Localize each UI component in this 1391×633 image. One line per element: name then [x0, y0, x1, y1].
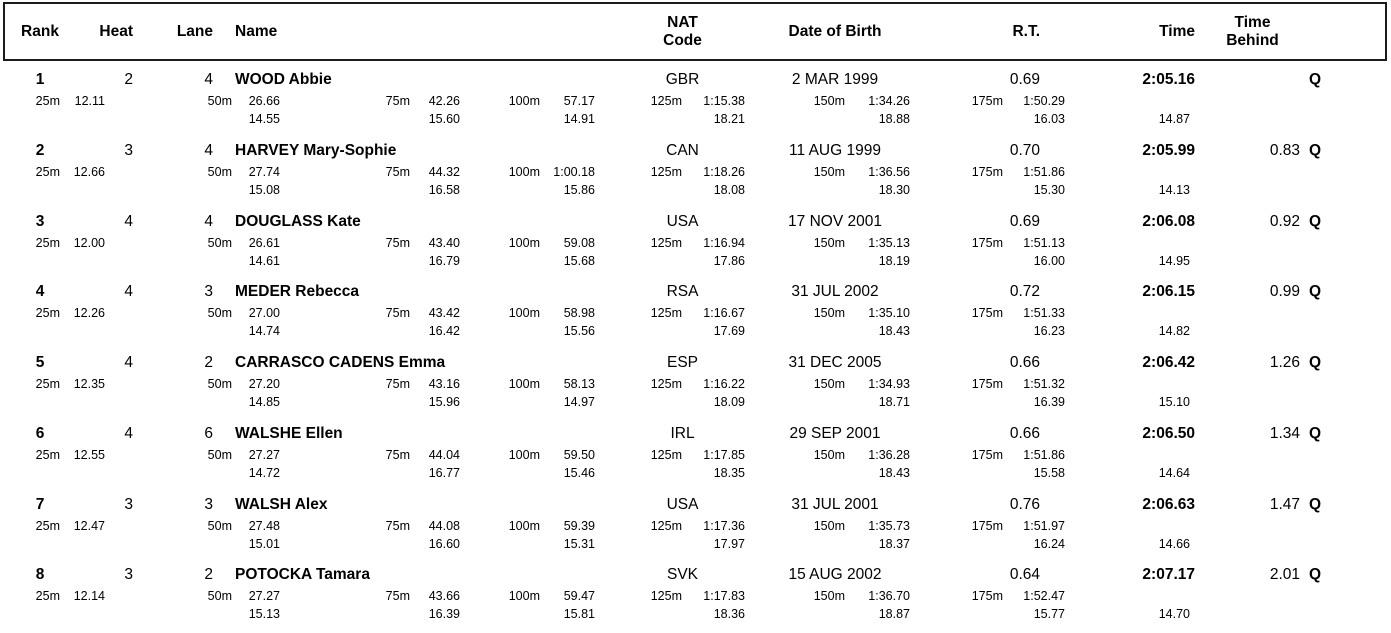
lap-time: 15.46 [563, 465, 595, 480]
split-label: 75m [385, 447, 410, 462]
split-label: 25m [35, 518, 60, 533]
result-main-line [0, 492, 1391, 517]
date-of-birth: 2 MAR 1999 [791, 71, 879, 88]
split-time: 1:36.28 [868, 447, 910, 462]
header-heat: Heat [99, 22, 133, 40]
lap-times-line [0, 393, 1391, 411]
lap-time: 15.58 [1033, 465, 1065, 480]
split-label: 125m [650, 589, 682, 604]
split-label: 25m [35, 306, 60, 321]
heat-cell: 3 [124, 495, 133, 513]
split-label: 25m [35, 447, 60, 462]
split-time: 27.00 [248, 306, 280, 321]
swimmer-name: HARVEY Mary-Sophie [235, 141, 397, 159]
lap-time: 14.97 [563, 395, 595, 409]
split-time: 12.26 [73, 306, 105, 321]
split-time: 1:15.38 [703, 94, 745, 108]
header-nat-line2: Code [663, 31, 702, 49]
split-label: 175m [971, 518, 1003, 533]
nation-code: SVK [666, 566, 698, 584]
lane-cell: 4 [204, 212, 213, 230]
nation-code: USA [666, 495, 699, 513]
result-row [0, 492, 1391, 563]
lane-cell: 4 [204, 141, 213, 159]
lap-times-line [0, 110, 1391, 128]
header-time-behind [1200, 14, 1305, 50]
split-label: 50m [207, 447, 232, 462]
lap-time: 14.87 [1158, 112, 1190, 126]
lap-time: 15.10 [1158, 395, 1190, 409]
lap-time: 14.91 [563, 112, 595, 126]
split-times-line [0, 446, 1391, 464]
split-time: 1:34.93 [868, 377, 910, 391]
result-row [0, 421, 1391, 492]
date-of-birth: 17 NOV 2001 [788, 212, 882, 230]
swimmer-name: WALSHE Ellen [235, 424, 343, 442]
time-behind: 2.01 [1269, 566, 1300, 584]
split-time: 26.66 [248, 94, 280, 108]
result-row [0, 279, 1391, 350]
lap-time: 18.37 [878, 536, 910, 551]
nation-code: ESP [666, 354, 698, 371]
split-label: 175m [971, 589, 1003, 604]
lap-time: 14.66 [1158, 536, 1190, 551]
swimmer-name: WOOD Abbie [235, 71, 332, 88]
rank-cell: 3 [35, 212, 45, 230]
split-time: 12.55 [73, 447, 105, 462]
lap-time: 18.36 [713, 607, 745, 622]
split-label: 50m [207, 306, 232, 321]
split-label: 150m [813, 377, 845, 391]
split-times-line [0, 163, 1391, 181]
split-label: 150m [813, 447, 845, 462]
qualified-badge: Q [1309, 141, 1322, 159]
split-time: 1:52.47 [1023, 589, 1065, 604]
split-label: 125m [650, 377, 682, 391]
lap-time: 14.70 [1158, 607, 1190, 622]
split-label: 175m [971, 447, 1003, 462]
split-time: 1:51.86 [1023, 447, 1065, 462]
lap-time: 17.86 [713, 253, 745, 268]
rank-cell: 2 [35, 141, 45, 159]
split-time: 12.47 [73, 518, 105, 533]
split-label: 150m [813, 306, 845, 321]
split-label: 100m [508, 306, 540, 321]
lap-time: 18.43 [878, 465, 910, 480]
result-main-line [0, 562, 1391, 587]
lap-time: 16.03 [1033, 112, 1065, 126]
split-time: 1:16.94 [703, 235, 745, 250]
time-behind: 1.47 [1269, 495, 1300, 513]
lap-time: 16.00 [1033, 253, 1065, 268]
time-behind: 1.34 [1269, 424, 1300, 442]
lap-time: 16.58 [428, 182, 460, 197]
lane-cell: 2 [204, 354, 213, 371]
split-label: 150m [813, 164, 845, 179]
header-nat-line1: NAT [667, 13, 698, 31]
split-time: 12.66 [73, 164, 105, 179]
split-time: 1:34.26 [868, 94, 910, 108]
time-behind [1200, 67, 1305, 92]
final-time: 2:06.63 [1142, 495, 1195, 513]
split-time: 12.00 [73, 235, 105, 250]
lap-time: 18.30 [878, 182, 910, 197]
heat-cell: 2 [124, 71, 133, 88]
split-time: 42.26 [428, 94, 460, 108]
reaction-time: 0.69 [1009, 71, 1040, 88]
lap-time: 14.85 [248, 395, 280, 409]
lane-cell: 6 [204, 424, 213, 442]
result-row [0, 209, 1391, 280]
lane-cell: 2 [204, 566, 213, 584]
split-label: 75m [385, 518, 410, 533]
split-label: 175m [971, 235, 1003, 250]
rank-cell: 8 [35, 566, 45, 584]
lap-time: 14.74 [248, 324, 280, 339]
split-time: 27.48 [248, 518, 280, 533]
split-time: 44.04 [428, 447, 460, 462]
split-time: 44.32 [428, 164, 460, 179]
split-label: 25m [35, 235, 60, 250]
qualified-badge: Q [1309, 495, 1322, 513]
qualified-badge: Q [1309, 354, 1322, 371]
lap-time: 18.87 [878, 607, 910, 622]
lap-times-line [0, 181, 1391, 199]
nation-code: GBR [665, 71, 700, 88]
lap-time: 14.95 [1158, 253, 1190, 268]
result-row [0, 350, 1391, 421]
split-times-line [0, 517, 1391, 535]
split-label: 25m [35, 94, 60, 108]
split-time: 27.27 [248, 447, 280, 462]
split-label: 100m [508, 518, 540, 533]
split-label: 125m [650, 447, 682, 462]
lap-time: 14.61 [248, 253, 280, 268]
time-behind: 1.26 [1269, 354, 1300, 371]
results-body [0, 62, 1391, 633]
qualified-badge: Q [1309, 566, 1322, 584]
qualified-badge: Q [1309, 212, 1322, 230]
split-label: 75m [385, 235, 410, 250]
time-behind: 0.92 [1269, 212, 1300, 230]
split-label: 50m [207, 235, 232, 250]
reaction-time: 0.66 [1009, 424, 1040, 442]
split-label: 125m [650, 306, 682, 321]
lap-time: 18.35 [713, 465, 745, 480]
lap-time: 14.55 [248, 112, 280, 126]
lap-time: 17.97 [713, 536, 745, 551]
nation-code: CAN [666, 141, 699, 159]
lap-time: 16.77 [428, 465, 460, 480]
heat-cell: 4 [124, 283, 133, 301]
result-row [0, 562, 1391, 633]
time-behind: 0.83 [1269, 141, 1300, 159]
split-time: 27.74 [248, 164, 280, 179]
result-main-line [0, 279, 1391, 304]
split-time: 1:36.56 [868, 164, 910, 179]
lane-cell: 4 [204, 71, 213, 88]
rank-cell: 6 [35, 424, 45, 442]
split-time: 59.50 [563, 447, 595, 462]
swimmer-name: CARRASCO CADENS Emma [235, 354, 446, 371]
result-row [0, 138, 1391, 209]
split-time: 1:35.73 [868, 518, 910, 533]
lap-time: 15.31 [563, 536, 595, 551]
split-label: 125m [650, 94, 682, 108]
header-time: Time [1159, 22, 1195, 40]
split-time: 27.20 [248, 377, 280, 391]
split-label: 125m [650, 235, 682, 250]
lap-time: 15.68 [563, 253, 595, 268]
split-label: 125m [650, 518, 682, 533]
split-times-line [0, 304, 1391, 322]
reaction-time: 0.64 [1009, 566, 1040, 584]
split-label: 75m [385, 377, 410, 391]
lap-times-line [0, 464, 1391, 482]
time-behind: 0.99 [1269, 283, 1300, 301]
split-label: 175m [971, 306, 1003, 321]
lap-time: 15.01 [248, 536, 280, 551]
swimmer-name: DOUGLASS Kate [235, 212, 361, 230]
lap-time: 15.13 [248, 607, 280, 622]
date-of-birth: 15 AUG 2002 [788, 566, 882, 584]
lap-time: 16.42 [428, 324, 460, 339]
qualified-badge: Q [1309, 71, 1322, 88]
lane-cell: 3 [204, 495, 213, 513]
lap-time: 18.43 [878, 324, 910, 339]
split-time: 12.35 [73, 377, 105, 391]
final-time: 2:06.42 [1142, 354, 1195, 371]
split-time: 1:51.33 [1023, 306, 1065, 321]
rank-cell: 4 [35, 283, 45, 301]
header-nat-code [640, 14, 725, 50]
date-of-birth: 11 AUG 1999 [789, 141, 881, 159]
lap-time: 18.21 [713, 112, 745, 126]
lap-time: 18.09 [713, 395, 745, 409]
split-time: 43.66 [428, 589, 460, 604]
split-times-line [0, 92, 1391, 110]
split-times-line [0, 234, 1391, 252]
split-time: 58.13 [563, 377, 595, 391]
final-time: 2:05.16 [1142, 71, 1195, 88]
split-time: 1:16.22 [703, 377, 745, 391]
header-lane: Lane [176, 22, 213, 40]
split-time: 1:16.67 [703, 306, 745, 321]
split-time: 59.08 [563, 235, 595, 250]
lap-time: 15.30 [1033, 182, 1065, 197]
split-time: 43.40 [428, 235, 460, 250]
split-time: 59.39 [563, 518, 595, 533]
header-name: Name [235, 22, 278, 40]
lap-time: 16.39 [428, 607, 460, 622]
swimmer-name: WALSH Alex [235, 495, 328, 513]
split-label: 150m [813, 94, 845, 108]
lap-time: 16.60 [428, 536, 460, 551]
lap-time: 18.08 [713, 182, 745, 197]
split-label: 100m [508, 94, 540, 108]
split-time: 59.47 [563, 589, 595, 604]
split-label: 75m [385, 306, 410, 321]
split-time: 1:17.83 [703, 589, 745, 604]
lap-times-line [0, 252, 1391, 270]
result-main-line [0, 67, 1391, 92]
final-time: 2:06.08 [1142, 212, 1195, 230]
split-time: 1:50.29 [1023, 94, 1065, 108]
lap-time: 15.81 [563, 607, 595, 622]
split-label: 50m [207, 377, 232, 391]
lap-time: 18.71 [878, 395, 910, 409]
header-date-of-birth: Date of Birth [788, 22, 882, 40]
lap-time: 15.56 [563, 324, 595, 339]
split-label: 100m [508, 447, 540, 462]
split-label: 100m [508, 377, 540, 391]
rank-cell: 5 [35, 354, 45, 371]
heat-cell: 3 [124, 141, 133, 159]
lap-time: 16.79 [428, 253, 460, 268]
split-time: 12.11 [74, 94, 105, 108]
final-time: 2:06.15 [1142, 283, 1195, 301]
split-time: 1:36.70 [868, 589, 910, 604]
lap-time: 18.88 [878, 112, 910, 126]
date-of-birth: 31 JUL 2001 [791, 495, 879, 513]
header-reaction-time: R.T. [1012, 22, 1040, 40]
split-label: 100m [508, 235, 540, 250]
header-time-behind-line2: Behind [1226, 31, 1279, 49]
split-time: 57.17 [563, 94, 595, 108]
split-time: 1:35.10 [868, 306, 910, 321]
lap-times-line [0, 322, 1391, 340]
split-label: 75m [385, 589, 410, 604]
lap-time: 15.77 [1033, 607, 1065, 622]
header-rank: Rank [21, 22, 59, 40]
split-label: 50m [207, 589, 232, 604]
final-time: 2:07.17 [1142, 566, 1195, 584]
split-label: 150m [813, 235, 845, 250]
split-time: 43.16 [428, 377, 460, 391]
split-time: 1:51.97 [1023, 518, 1065, 533]
split-label: 175m [971, 164, 1003, 179]
nation-code: RSA [666, 283, 699, 301]
result-main-line [0, 350, 1391, 375]
split-time: 44.08 [428, 518, 460, 533]
heat-cell: 4 [124, 212, 133, 230]
table-header [0, 2, 1391, 61]
split-times-line [0, 587, 1391, 605]
heat-cell: 3 [124, 566, 133, 584]
split-label: 100m [508, 589, 540, 604]
lap-times-line [0, 535, 1391, 553]
split-time: 1:51.13 [1023, 235, 1065, 250]
reaction-time: 0.66 [1009, 354, 1040, 371]
heat-cell: 4 [124, 354, 133, 371]
lap-time: 16.24 [1033, 536, 1065, 551]
lap-time: 14.82 [1158, 324, 1190, 339]
split-label: 150m [813, 518, 845, 533]
split-label: 25m [35, 589, 60, 604]
lane-cell: 3 [204, 283, 213, 301]
result-row [0, 67, 1391, 138]
split-time: 1:17.36 [703, 518, 745, 533]
split-times-line [0, 375, 1391, 393]
swimmer-name: POTOCKA Tamara [235, 566, 370, 584]
split-label: 25m [35, 377, 60, 391]
split-label: 125m [650, 164, 682, 179]
rank-cell: 1 [35, 71, 45, 88]
split-time: 26.61 [248, 235, 280, 250]
split-time: 27.27 [248, 589, 280, 604]
split-label: 175m [971, 377, 1003, 391]
split-label: 100m [508, 164, 540, 179]
reaction-time: 0.72 [1009, 283, 1040, 301]
lap-time: 18.19 [878, 253, 910, 268]
date-of-birth: 31 DEC 2005 [788, 354, 882, 371]
lap-time: 16.39 [1033, 395, 1065, 409]
final-time: 2:05.99 [1142, 141, 1195, 159]
split-time: 1:17.85 [703, 447, 745, 462]
split-time: 1:51.32 [1023, 377, 1065, 391]
lap-time: 16.23 [1033, 324, 1065, 339]
lap-times-line [0, 605, 1391, 623]
split-time: 1:18.26 [703, 164, 745, 179]
result-main-line [0, 209, 1391, 234]
lap-time: 15.86 [563, 182, 595, 197]
split-label: 50m [207, 94, 232, 108]
lap-time: 15.96 [428, 395, 460, 409]
lap-time: 14.72 [248, 465, 280, 480]
split-label: 175m [971, 94, 1003, 108]
split-time: 1:35.13 [868, 235, 910, 250]
lap-time: 14.64 [1158, 465, 1190, 480]
final-time: 2:06.50 [1142, 424, 1195, 442]
split-time: 1:00.18 [553, 164, 595, 179]
date-of-birth: 29 SEP 2001 [789, 424, 881, 442]
split-time: 12.14 [73, 589, 105, 604]
qualified-badge: Q [1309, 283, 1322, 301]
result-main-line [0, 421, 1391, 446]
lap-time: 14.13 [1158, 182, 1190, 197]
date-of-birth: 31 JUL 2002 [791, 283, 879, 301]
nation-code: IRL [670, 424, 695, 442]
lap-time: 15.08 [248, 182, 280, 197]
qualified-badge: Q [1309, 424, 1322, 442]
split-label: 50m [207, 518, 232, 533]
split-time: 43.42 [428, 306, 460, 321]
swimmer-name: MEDER Rebecca [235, 283, 360, 301]
heat-cell: 4 [124, 424, 133, 442]
reaction-time: 0.70 [1009, 141, 1040, 159]
split-label: 150m [813, 589, 845, 604]
reaction-time: 0.69 [1009, 212, 1040, 230]
lap-time: 15.60 [428, 112, 460, 126]
header-time-behind-line1: Time [1234, 13, 1271, 31]
rank-cell: 7 [35, 495, 45, 513]
nation-code: USA [666, 212, 699, 230]
lap-time: 17.69 [713, 324, 745, 339]
reaction-time: 0.76 [1009, 495, 1040, 513]
split-label: 25m [35, 164, 60, 179]
split-label: 50m [207, 164, 232, 179]
result-main-line [0, 138, 1391, 163]
split-label: 75m [385, 164, 410, 179]
split-label: 75m [385, 94, 410, 108]
split-time: 58.98 [563, 306, 595, 321]
split-time: 1:51.86 [1023, 164, 1065, 179]
